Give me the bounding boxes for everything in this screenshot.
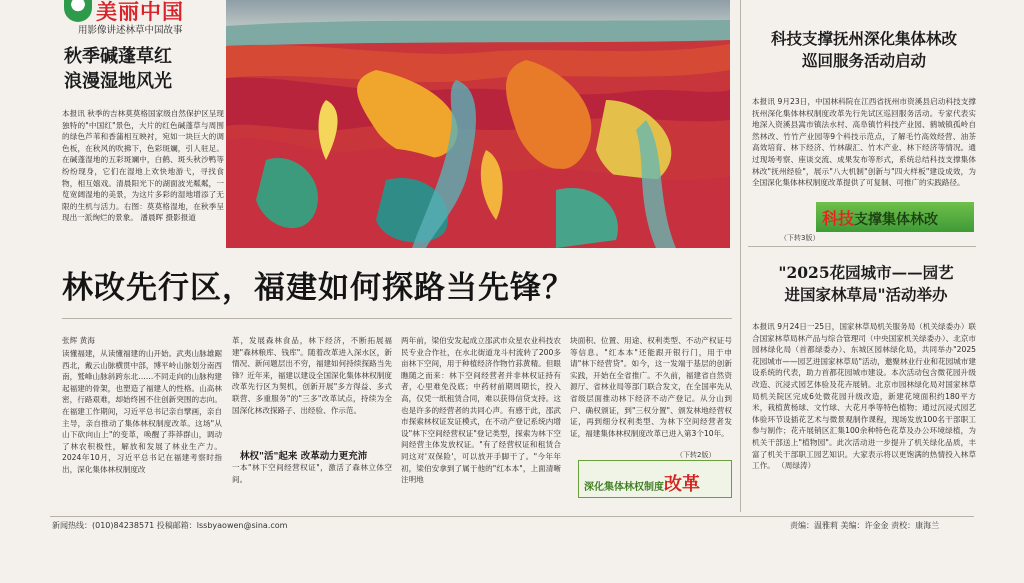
wetland-aerial-photo bbox=[226, 0, 730, 248]
masthead-subtitle: 用影像讲述林草中国故事 bbox=[78, 25, 183, 36]
reform-banner-emphasis: 改革 bbox=[664, 474, 700, 495]
banner-rest: 支撑集体林改 bbox=[854, 212, 939, 228]
logo-icon bbox=[64, 0, 92, 22]
reform-banner-rest: 深化集体林权制度 bbox=[584, 482, 664, 493]
reform-banner-text bbox=[584, 470, 700, 496]
footer-divider bbox=[50, 516, 974, 517]
column-subheading: 林权"活"起来 改革动力更充沛 bbox=[240, 451, 368, 462]
right-top-headline-line1: 科技支撑抚州深化集体林改 bbox=[770, 29, 957, 48]
right-top-body: 本报讯 9月23日，中国林科院在江西省抚州市资溪县启动科技支撑抚州深化集体林权制度改革先行先试区巡回服务活动。专家代表实地深入资溪县嵩市镇法水村、高阜镇竹科技产业园、鹤城镇孤岭自然林改、竹竹产业园等9个科技示范点，了解毛竹高效经营、油茶高效培育、林下经济、竹林碳汇、竹木产业、林下经济等情况。通过现场考察、座谈交流、成果发布等形式，系统总结科技支撑集体林改"抚州经验"，展示"八大机制"创新与"四大样板"建设成效，为全国深化集体林权制度改革提供了可复制、可推广的实践路径。 bbox=[752, 97, 976, 188]
column-divider bbox=[740, 0, 741, 512]
right-top-headline-line2: 巡回服务活动启动 bbox=[801, 51, 926, 70]
left-headline-line2: 浪漫湿地风光 bbox=[64, 71, 172, 92]
footer-contact: 新闻热线：(010)84238571 投稿邮箱：lssbyaowen@sina.com bbox=[52, 521, 288, 530]
right-bottom-headline[interactable] bbox=[752, 262, 980, 306]
main-column-2: 革，发展森林食品，林下经济，不断拓展福建"森林粮库、钱库"。随着改革进入深水区，新情况、新问题层出不穷，福建如何持续探路当先锋？近年来，福建以建设全国深化集体林权制度改革先行区为契机，创新开展"多方得益、多式联营、多重服务"的"三多"改革试点，持续为全国深化林改探路子、出经验、作示范。 bbox=[232, 336, 392, 415]
left-story-body: 本报讯 秋季的吉林莫莫格国家级自然保护区呈现独特的"中国红"景色，大片的红色碱蓬草与周围的绿色芦苇和香蒲相互映衬，宛如一块巨大的调色板，在秋风的吹拂下，色彩斑斓，引人驻足。在碱蓬湿地的五彩斑斓中，白鹤、斑头秋沙鸭等纷纷现身，它们在湿地上欢快地游弋，寻找食物，相互嬉戏。清晨阳光下的湖面波光粼粼，一览宽阔湿地的美景，为这片多彩的湿地增添了无限的生机与活力。右图：莫莫格湿地，在秋季呈现出一派绚烂的景象。 潘晨晖 摄影报道 bbox=[62, 109, 224, 223]
right-bottom-headline-line2: 进国家林草局"活动举办 bbox=[784, 285, 948, 304]
main-column-4: 块面积、位置、用途、权利类型、不动产权证号等信息。"红本本"还能跟开银行门，用于申请"林下经营贷"。如今，这一发端于基层的创新实践，开始在全省推广。不久前，福建省自然资源厅、省林业局等部门联合发文，在全国率先从省级层面推动林下经济不动产登记。从分山到户、确权颁证，到"三权分置"、颁发林地经营权证，再到细分权利类型、为林下空间经营者发证，福建集体林权制度改革已进入第3个10年。 bbox=[570, 336, 732, 438]
left-headline-line1: 秋季碱蓬草红 bbox=[64, 46, 172, 67]
continued-note: （下转3版） bbox=[780, 234, 820, 242]
banner-emphasis: 科技 bbox=[822, 209, 855, 228]
masthead-logo: 美丽中国 bbox=[96, 0, 184, 24]
section-divider bbox=[748, 246, 976, 247]
left-story-headline[interactable] bbox=[64, 44, 224, 94]
continued-note-main: （下转2版） bbox=[676, 451, 716, 459]
headline-divider bbox=[62, 318, 732, 319]
byline: 张辉 黄海 bbox=[62, 336, 95, 345]
main-headline[interactable]: 林改先行区，福建如何探路当先锋？ bbox=[62, 270, 574, 306]
right-bottom-headline-line1: "2025花园城市——园艺 bbox=[778, 263, 954, 282]
right-bottom-body: 本报讯 9月24日一25日，国家林草局机关服务局（机关绿委办）联合国家林草局林产品与综合管理司（中央国家机关绿委办）、北京市园林绿化局（首都绿委办）、东城区园林绿化局，共同举办"2025花园城市——园艺进国家林草局"活动，邀聚林业行业和花园城市建设系统的代表，助力首都花园城市建设。本次活动包含微花园升级改造、沉浸式园艺体验及花卉展销。北京市园林绿化局对国家林草局机关院区完成6处微花园升级改造，新建花境面积约180平方米，栽植黄杨球、文竹球、大花月季等特色植物；通过沉浸式园艺体验环节设插花艺术与微景观制作课程，现场发放100名干部职工参与制作；花卉展销区汇集100余种特色花草及办公环境绿植，为机关干部送上"植物园"。此次活动进一步提升了机关绿化品质，丰富了机关干部职工园艺知识。大家表示将以更饱满的热情投入林草工作。 （周绿涛） bbox=[752, 322, 976, 471]
main-column-1: 读懂福建，从读懂福建的山开始。武夷山脉雄踞西北，戴云山脉横贯中部，博平岭山脉划分南西南，鹫峰山脉斜跨东北……不同走向的山脉构建起福建的骨架，也塑造了福建人的性格。山高林密，行路艰难，却始终困不住创新突围的志向。在福建工作期间，习近平总书记亲自擘画，亲自主导，亲自推动了集体林权制度改革。这场"从山下砍向山上"的变革，唤醒了莽莽群山，调动了林农积极性，解放和发展了林业生产力。2024年10月，习近平总书记在福建考察时指出，深化集体林权制度改 bbox=[62, 349, 222, 474]
main-column-2-continued: 一本"林下空间经营权证"，激活了森林立体空间。 bbox=[232, 463, 392, 484]
tech-support-banner-text bbox=[822, 206, 938, 229]
main-column-3: 两年前，梁伯安发起成立邵武市众星农业科技农民专业合作社，在水北街道龙斗村流转了200多亩林下空间，用于种植经济作物竹荪黄精。但眼瞧随之而来：林下空间经营者并非林权证持有者，心里难免没底；中药材前期周期长，投入高，仅凭一纸租赁合同，难以获得信贷支持。这也是许多的经营者的共同心声。有感于此，邵武市探索林权证发证模式，在不动产登记系统内增设"林下空间经营权证"登记类型，探索为林下空间经营主体发放权证。"有了经营权证和租赁合同这对'双保险'，可以放开手脚干了。"今年年初，梁伯安拿到了属于他的"红本本"，上面清晰注明地 bbox=[401, 336, 561, 485]
right-top-headline[interactable] bbox=[748, 28, 980, 72]
footer-editors: 责编：温雅莉 美编：许金金 责校：康海兰 bbox=[790, 521, 940, 530]
